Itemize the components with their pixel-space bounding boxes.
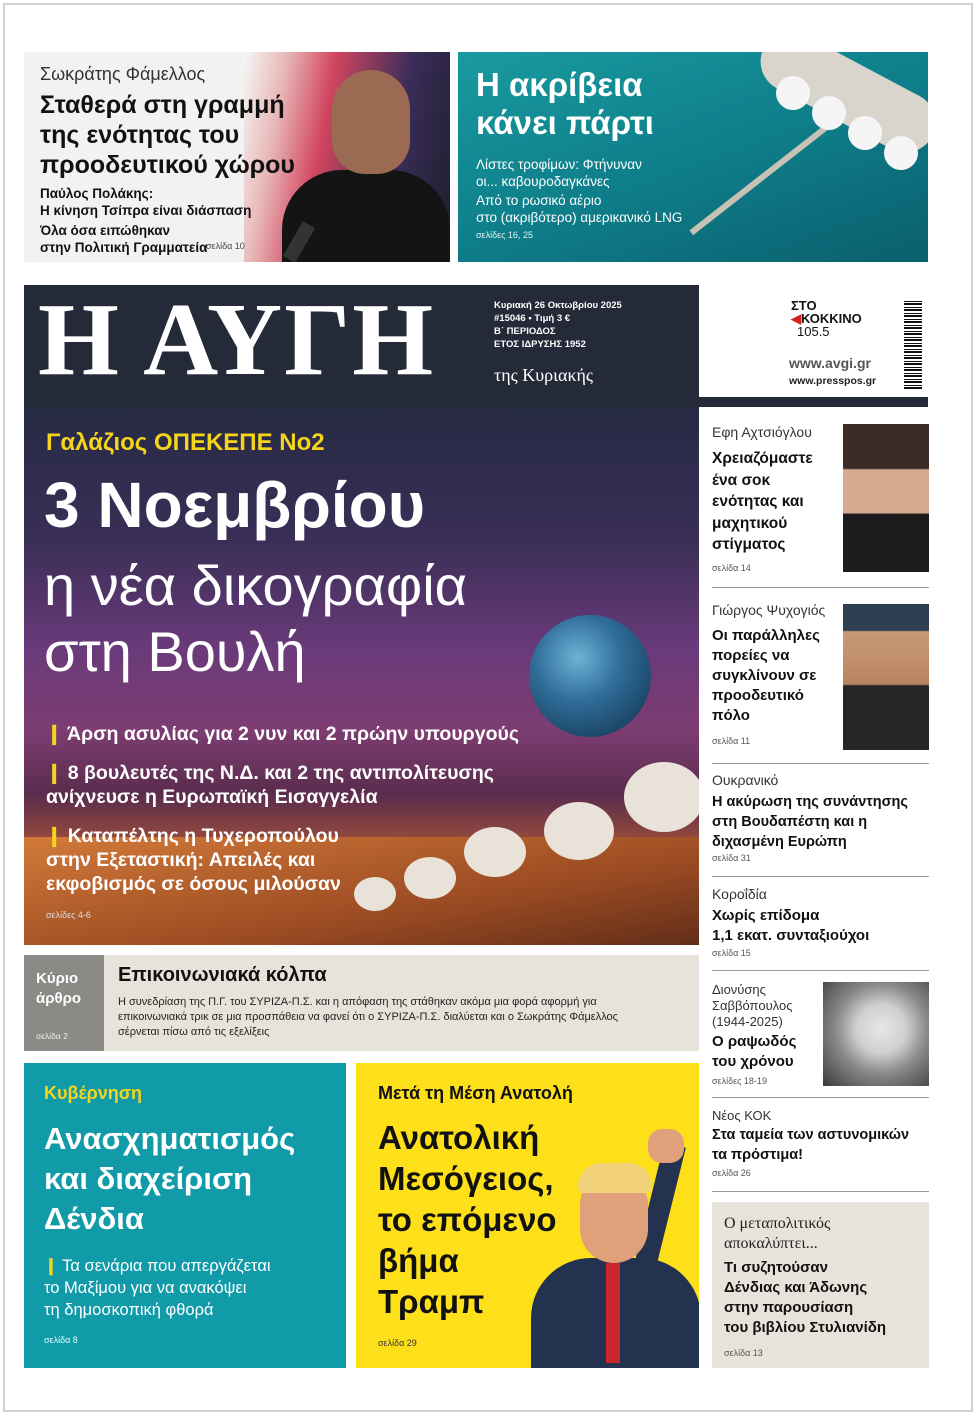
photo-suit	[282, 170, 450, 262]
divider	[712, 876, 929, 877]
story-title: Στα ταμεία των αστυνομικών τα πρόστιμα!	[712, 1127, 910, 1163]
story-title: Χρειαζόμαστε ένα σοκ ενότητας και μαχητικού στίγματος	[712, 450, 813, 553]
story-sub-1: Λίστες τροφίμων: Φτήνυναν οι... καβουροδαγκάνες	[476, 157, 642, 189]
tank-dome	[812, 96, 846, 130]
masthead-right	[699, 285, 928, 397]
lead-kicker: Γαλάζιος ΟΠΕΚΕΠΕ Νο2	[46, 429, 325, 456]
tank-dome	[776, 76, 810, 110]
page-ref: σελίδα 15	[712, 948, 751, 958]
newspaper-logo[interactable]: Η ΑΥΓΗ	[38, 282, 436, 397]
page-ref: σελίδα 14	[712, 563, 751, 573]
barcode-icon	[904, 301, 922, 389]
story-title: Ανασχηματισμός και διαχείριση Δένδια	[44, 1121, 296, 1236]
lead-headline: 3 Νοεμβρίου	[44, 469, 425, 541]
website-link-2[interactable]: www.presspos.gr	[789, 375, 877, 387]
sheep-illustration	[464, 827, 526, 877]
story-section-name: Κοροΐδία	[712, 886, 767, 902]
story-title: Ο ραψωδός του χρόνου	[712, 1033, 797, 1070]
story-title: Χωρίς επίδομα 1,1 εκατ. συνταξιούχοι	[712, 907, 870, 944]
sheep-illustration	[544, 802, 614, 860]
sheep-illustration	[624, 762, 699, 832]
story-kicker: Μετά τη Μέση Ανατολή	[378, 1083, 573, 1103]
earth-illustration	[529, 615, 651, 737]
masthead	[24, 282, 699, 397]
right-story-4[interactable]	[712, 886, 929, 962]
right-story-1[interactable]	[712, 424, 929, 574]
top-right-story[interactable]	[458, 52, 928, 262]
story-sub-1: Παύλος Πολάκης: Η κίνηση Τσίπρα είναι διάσπαση	[40, 186, 252, 218]
editorial-label: Κύριο άρθρο	[36, 970, 82, 1007]
story-person-name: Εφη Αχτσιόγλου	[712, 424, 812, 440]
story-person-name: Διονύσης Σαββόπουλος (1944-2025)	[712, 982, 793, 1029]
book-story[interactable]	[712, 1202, 929, 1368]
edition-label: της Κυριακής	[494, 365, 594, 385]
page-ref: σελίδα 2	[36, 1031, 68, 1041]
radio-arrow-icon: ◀	[791, 311, 801, 326]
page-ref: σελίδες 18-19	[712, 1076, 767, 1086]
page-ref: σελίδες 4-6	[46, 910, 91, 920]
lead-bullet-1: ❙ Άρση ασυλίας για 2 νυν και 2 πρώην υπουργούς	[46, 723, 519, 745]
story-person-name: Σωκράτης Φάμελλος	[40, 64, 206, 84]
story-sub: ❙ Τα σενάρια που απεργάζεται το Μαξίμου για να ανακόψει τη δημοσκοπική φθορά	[44, 1257, 271, 1319]
achtsioglou-photo	[843, 424, 929, 572]
savvopoulos-photo	[823, 982, 929, 1086]
right-story-2[interactable]	[712, 602, 929, 750]
editorial-box[interactable]	[24, 955, 699, 1051]
story-title: Οι παράλληλες πορείες να συγκλίνουν σε προοδευτικό πόλο	[712, 627, 820, 724]
lead-bullet-3: ❙ Καταπέλτης η Τυχεροπούλου στην Εξεταστική: Απειλές και εκφοβισμός σε όσους μιλούσαν	[46, 825, 341, 895]
story-section-name: Ο μεταπολιτικός αποκαλύπτει...	[724, 1215, 831, 1252]
page-ref: σελίδα 29	[378, 1338, 417, 1348]
page-ref: σελίδα 8	[44, 1335, 78, 1345]
story-sub-2: Από το ρωσικό αέριο στο (ακριβότερο) αμερικανικό LNG	[476, 193, 683, 225]
story-kicker: Κυβέρνηση	[44, 1083, 143, 1103]
tank-dome	[848, 116, 882, 150]
divider	[712, 1191, 929, 1192]
radio-logo[interactable]: ΣΤΟ ◀ΚΟΚΚΙΝΟ 105.5	[791, 298, 862, 339]
page-ref: σελίδα 11	[712, 736, 751, 746]
website-link[interactable]: www.avgi.gr	[789, 355, 871, 371]
trump-photo-hair	[578, 1163, 652, 1193]
issue-meta: Κυριακή 26 Οκτωβρίου 2025 #15046 • Τιμή 3 € Β΄ ΠΕΡΙΟΔΟΣ ΕΤΟΣ ΙΔΡΥΣΗΣ 1952	[494, 300, 622, 350]
lead-story[interactable]	[24, 407, 699, 945]
story-title: Η ακύρωση της συνάντησης στη Βουδαπέστη και η διχασμένη Ευρώπη	[712, 794, 908, 850]
lead-bullet-2: ❙ 8 βουλευτές της Ν.Δ. και 2 της αντιπολίτευσης ανίχνευσε η Ευρωπαϊκή Εισαγγελία	[46, 762, 494, 808]
story-title: Ανατολική Μεσόγειος, το επόμενο βήμα Τραμπ	[378, 1119, 557, 1320]
divider	[712, 587, 929, 588]
divider	[712, 1097, 929, 1098]
masthead-rule	[24, 397, 928, 407]
page-ref: σελίδες 16, 25	[476, 230, 533, 240]
editorial-title: Επικοινωνιακά κόλπα	[118, 964, 327, 986]
lead-subhead: η νέα δικογραφία στη Βουλή	[44, 554, 468, 683]
mideast-story[interactable]	[356, 1063, 699, 1368]
tank-dome	[884, 136, 918, 170]
right-story-6[interactable]	[712, 1107, 929, 1183]
story-title: Σταθερά στη γραμμή της ενότητας του προοδευτικού χώρου	[40, 91, 295, 179]
page-ref: σελίδα 13	[724, 1348, 763, 1358]
story-section-name: Νέος ΚΟΚ	[712, 1108, 772, 1123]
story-title: Η ακρίβεια κάνει πάρτι	[476, 66, 654, 141]
page-ref: σελίδα 10	[206, 241, 245, 251]
story-person-name: Γιώργος Ψυχογιός	[712, 602, 826, 618]
story-section-name: Ουκρανικό	[712, 772, 779, 788]
sheep-illustration	[354, 877, 396, 911]
psychogios-photo	[843, 604, 929, 750]
trump-photo-fist	[648, 1129, 684, 1163]
photo-face	[332, 70, 410, 174]
divider	[712, 970, 929, 971]
government-story[interactable]	[24, 1063, 346, 1368]
right-story-5[interactable]	[712, 982, 929, 1090]
page-ref: σελίδα 31	[712, 853, 751, 863]
story-sub-2: Όλα όσα ειπώθηκαν στην Πολιτική Γραμματεία	[40, 223, 208, 255]
editorial-body: Η συνεδρίαση της Π.Γ. του ΣΥΡΙΖΑ-Π.Σ. και η απόφαση της στάθηκαν ακόμα μια φορά αφορμή για επικοινωνιακά τρικ σε μια προσπάθεια να φανεί ότι ο ΣΥΡΙΖΑ-Π.Σ. διαλύεται και ο Σωκράτης Φάμελλος σέρνεται πίσω από τις εξελίξεις	[118, 996, 618, 1038]
top-left-story[interactable]	[24, 52, 450, 262]
page-ref: σελίδα 26	[712, 1168, 751, 1178]
sheep-illustration	[404, 857, 456, 899]
divider	[712, 763, 929, 764]
story-title: Τι συζητούσαν Δένδιας και Άδωνης στην παρουσίαση του βιβλίου Στυλιανίδη	[724, 1259, 887, 1336]
right-story-3[interactable]	[712, 772, 929, 872]
trump-photo-tie	[606, 1263, 620, 1363]
